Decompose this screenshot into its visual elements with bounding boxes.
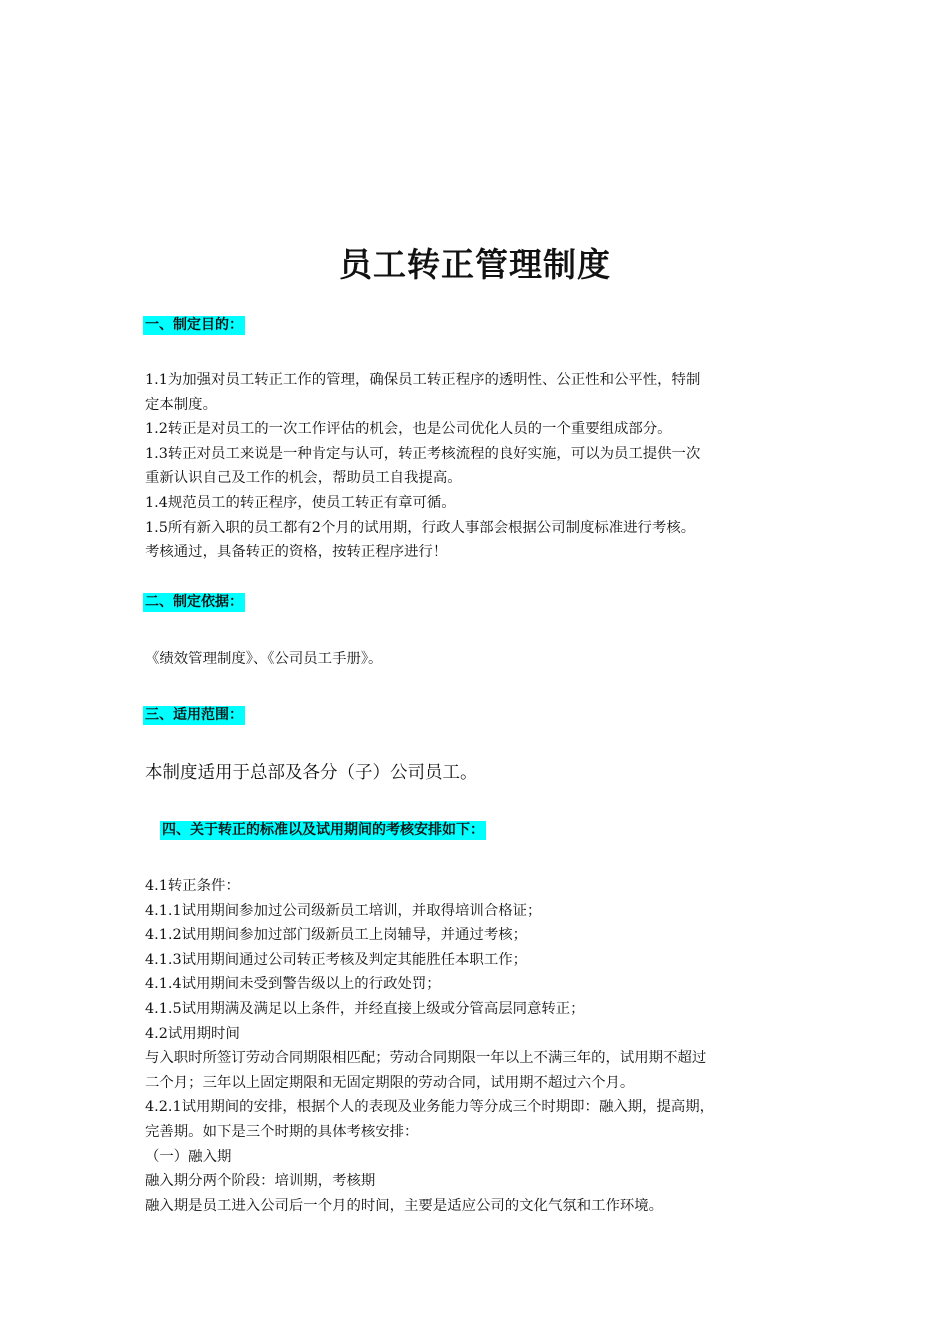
paragraph-line: 二个月；三年以上固定期限和无固定期限的劳动合同，试用期不超过六个月。 xyxy=(145,1074,635,1091)
section-body-standards xyxy=(145,874,817,1218)
paragraph-line: 完善期。如下是三个时期的具体考核安排： xyxy=(145,1123,419,1140)
section-heading-standards: 四、关于转正的标准以及试用期间的考核安排如下： xyxy=(162,822,484,838)
paragraph-line: 与入职时所签订劳动合同期限相匹配；劳动合同期限一年以上不满三年的，试用期不超过 xyxy=(145,1050,707,1067)
paragraph-line: 4.2.1试用期间的安排，根据个人的表现及业务能力等分成三个时期即：融入期，提高期， xyxy=(145,1099,715,1116)
paragraph-line: 融入期是员工进入公司后一个月的时间，主要是适应公司的文化气氛和工作环境。 xyxy=(145,1197,664,1214)
paragraph-line: 1.4规范员工的转正程序，使员工转正有章可循。 xyxy=(145,494,456,511)
paragraph-line: 4.1.5试用期满及满足以上条件，并经直接上级或分管高层同意转正； xyxy=(145,1000,585,1017)
paragraph-line: 1.1为加强对员工转正工作的管理，确保员工转正程序的透明性、公正性和公平性，特制 xyxy=(145,372,701,388)
section-body-scope xyxy=(145,758,817,788)
section-heading-basis: 二、制定依据： xyxy=(145,594,243,610)
section-heading-purpose: 一、制定目的： xyxy=(145,317,243,333)
paragraph-line: 4.1转正条件： xyxy=(145,878,240,894)
paragraph-line: 重新认识自己及工作的机会，帮助员工自我提高。 xyxy=(145,470,462,487)
paragraph-line: 1.5所有新入职的员工都有2个月的试用期，行政人事部会根据公司制度标准进行考核。 xyxy=(145,519,696,536)
paragraph-line: （一）融入期 xyxy=(145,1148,232,1165)
paragraph-line: 4.1.2试用期间参加过部门级新员工上岗辅导，并通过考核； xyxy=(145,927,527,944)
paragraph-line: 4.1.4试用期间未受到警告级以上的行政处罚； xyxy=(145,976,441,993)
paragraph-line: 1.3转正对员工来说是一种肯定与认可，转正考核流程的良好实施，可以为员工提供一次 xyxy=(145,445,701,462)
paragraph-line: 本制度适用于总部及各分（子）公司员工。 xyxy=(145,763,478,783)
paragraph-line: 《绩效管理制度》、《公司员工手册》。 xyxy=(145,651,383,667)
paragraph-line: 考核通过，具备转正的资格，按转正程序进行！ xyxy=(145,544,448,561)
paragraph-line: 4.1.1试用期间参加过公司级新员工培训，并取得培训合格证； xyxy=(145,902,542,919)
section-heading-scope: 三、适用范围： xyxy=(145,707,243,723)
paragraph-line: 定本制度。 xyxy=(145,396,217,413)
paragraph-line: 融入期分两个阶段：培训期，考核期 xyxy=(145,1173,376,1190)
section-body-basis xyxy=(145,647,817,672)
document-title: 员工转正管理制度 xyxy=(339,245,611,284)
section-body-purpose xyxy=(145,368,817,565)
paragraph-line: 4.2试用期时间 xyxy=(145,1025,240,1042)
paragraph-line: 1.2转正是对员工的一次工作评估的机会，也是公司优化人员的一个重要组成部分。 xyxy=(145,421,672,438)
paragraph-line: 4.1.3试用期间通过公司转正考核及判定其能胜任本职工作； xyxy=(145,951,527,968)
